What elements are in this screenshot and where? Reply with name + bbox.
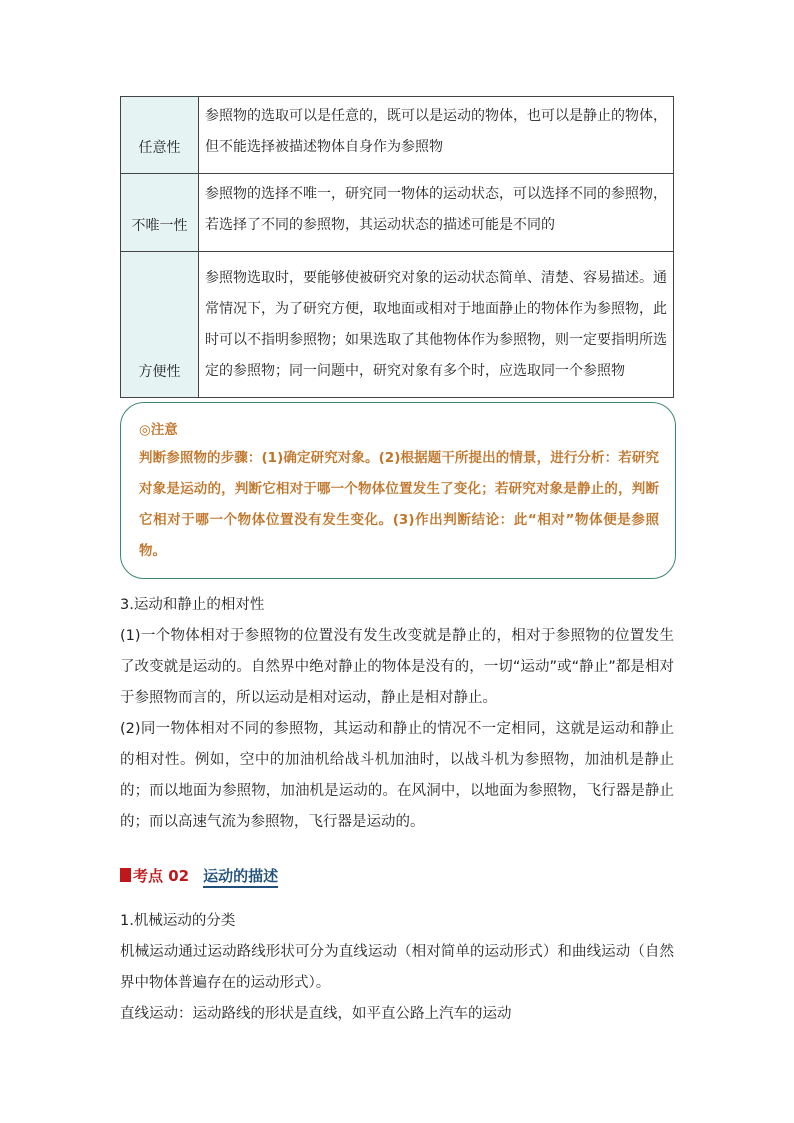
note-title: ◎注意 bbox=[139, 422, 178, 438]
note-body: 判断参照物的步骤：(1)确定研究对象。(2)根据题干所提出的情景，进行分析：若研究对象是运动的，判断它相对于哪一个物体位置发生了变化；若研究对象是静止的，判断它相对于哪一个物体位置没有发生变化。(3)作出判断结论：此“相对”物体便是参照物。 bbox=[139, 450, 659, 559]
red-square-icon bbox=[120, 868, 131, 882]
row-label: 方便性 bbox=[121, 252, 199, 398]
row-description: 参照物的选择不唯一，研究同一物体的运动状态，可以选择不同的参照物，若选择了不同的参照物，其运动状态的描述可能是不同的 bbox=[199, 174, 674, 252]
mechanical-heading: 1.机械运动的分类 bbox=[120, 913, 236, 929]
row-description: 参照物的选取可以是任意的，既可以是运动的物体，也可以是静止的物体，但不能选择被描述物体自身作为参照物 bbox=[199, 97, 674, 174]
table-row bbox=[121, 174, 674, 252]
relativity-heading: 3.运动和静止的相对性 bbox=[120, 597, 265, 613]
mechanical-paragraph-1: 机械运动通过运动路线形状可分为直线运动（相对简单的运动形式）和曲线运动（自然界中物体普遍存在的运动形式）。 bbox=[120, 944, 674, 991]
row-description: 参照物选取时，要能够使被研究对象的运动状态简单、清楚、容易描述。通常情况下，为了研究方便，取地面或相对于地面静止的物体作为参照物，此时可以不指明参照物；如果选取了其他物体作为参照物，则一定要指明所选定的参照物；同一问题中，研究对象有多个时，应选取同一个参照物 bbox=[199, 252, 674, 398]
kaodian-label: 考点 02 bbox=[133, 867, 190, 885]
note-box bbox=[120, 402, 676, 579]
reference-properties-table bbox=[120, 96, 674, 398]
row-label: 任意性 bbox=[121, 97, 199, 174]
relativity-paragraph-1: (1)一个物体相对于参照物的位置没有发生改变就是静止的，相对于参照物的位置发生了改变就是运动的。自然界中绝对静止的物体是没有的，一切“运动”或“静止”都是相对于参照物而言的，所以运动是相对运动，静止是相对静止。 bbox=[120, 628, 674, 706]
row-label: 不唯一性 bbox=[121, 174, 199, 252]
kaodian-heading bbox=[120, 864, 278, 888]
table-row bbox=[121, 97, 674, 174]
kaodian-title: 运动的描述 bbox=[203, 867, 278, 888]
mechanical-paragraph-2: 直线运动：运动路线的形状是直线，如平直公路上汽车的运动 bbox=[120, 1006, 512, 1022]
table-row bbox=[121, 252, 674, 398]
relativity-paragraph-2: (2)同一物体相对不同的参照物，其运动和静止的情况不一定相同，这就是运动和静止的相对性。例如，空中的加油机给战斗机加油时，以战斗机为参照物，加油机是静止的；而以地面为参照物，加油机是运动的。在风洞中，以地面为参照物，飞行器是静止的；而以高速气流为参照物，飞行器是运动的。 bbox=[120, 721, 674, 830]
